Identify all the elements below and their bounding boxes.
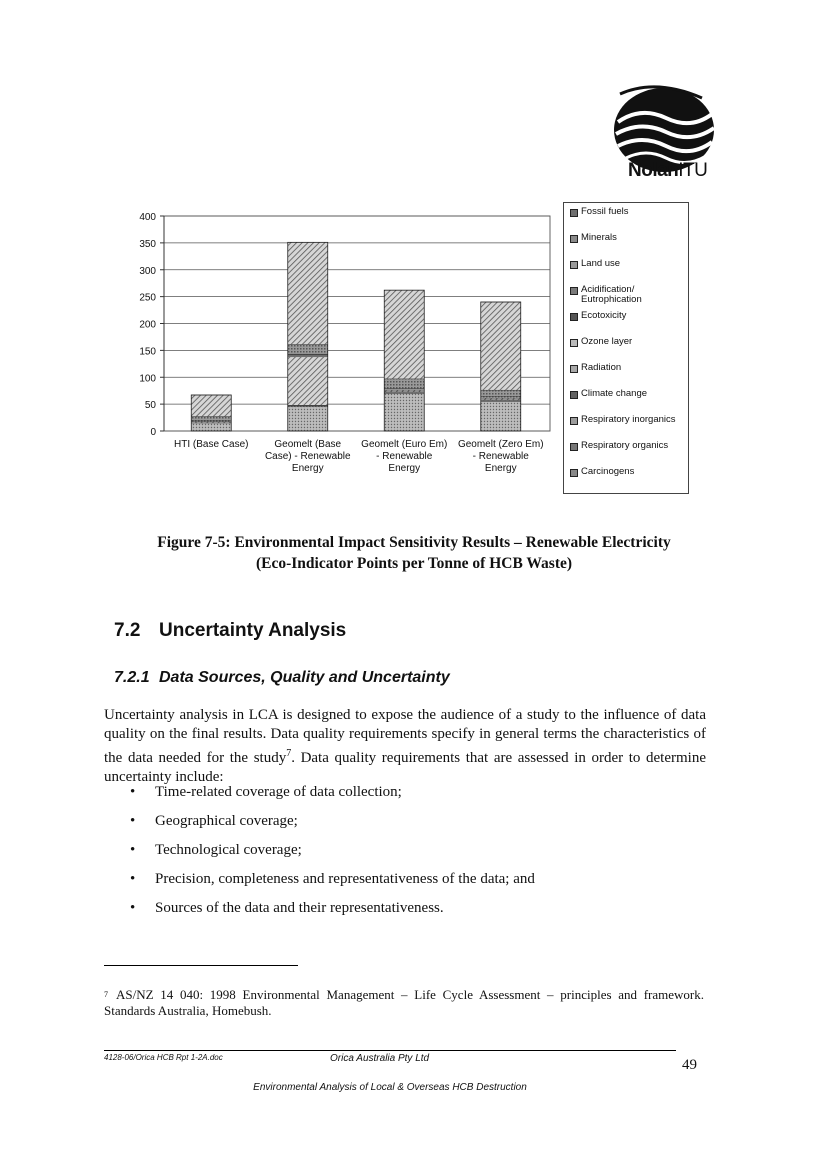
bar-segment <box>191 416 231 420</box>
legend-swatch <box>570 235 578 243</box>
legend-item <box>570 311 626 321</box>
footnote <box>104 987 704 1019</box>
footer-report-title: Environmental Analysis of Local & Overseas HCB Destruction <box>253 1082 527 1093</box>
legend-swatch <box>570 469 578 477</box>
x-tick-label: Geomelt (Euro Em) <box>361 439 448 450</box>
x-tick-label: Energy <box>388 463 421 474</box>
legend-swatch <box>570 313 578 321</box>
legend-swatch <box>570 261 578 269</box>
page-number: 49 <box>682 1057 697 1073</box>
x-tick-label: Energy <box>484 463 517 474</box>
list-item: • Sources of the data and their representativeness. <box>130 899 535 928</box>
chart-svg <box>120 198 560 498</box>
footer-company: Orica Australia Pty Ltd <box>330 1053 430 1064</box>
subsection-number: 7.2.1 <box>114 669 150 686</box>
stacked-bar-chart <box>120 198 560 498</box>
bar-segment <box>288 242 328 344</box>
bar-segment <box>481 398 521 400</box>
legend-label: Land use <box>581 258 621 269</box>
x-tick-label: - Renewable <box>472 451 529 462</box>
y-tick-label: 250 <box>139 292 156 304</box>
requirements-list <box>130 783 535 928</box>
footer-rule <box>104 1050 676 1051</box>
legend-item <box>570 207 629 217</box>
bar-segment <box>481 397 521 399</box>
legend-label: Acidification/ Eutrophication <box>581 284 642 305</box>
section-heading <box>114 620 346 642</box>
subsection-title: Data Sources, Quality and Uncertainty <box>159 669 450 686</box>
x-tick-label: - Renewable <box>376 451 433 462</box>
footnote-separator <box>104 965 298 966</box>
footnote-reference: 7 <box>286 748 292 759</box>
x-tick-label: Geomelt (Base <box>274 439 342 450</box>
y-tick-label: 300 <box>139 265 156 277</box>
legend-item <box>570 467 634 477</box>
legend-item <box>570 415 676 425</box>
legend-swatch <box>570 443 578 451</box>
legend-item <box>570 285 671 305</box>
x-tick-label: HTI (Base Case) <box>174 439 249 450</box>
legend-label: Fossil fuels <box>581 206 629 217</box>
bar-segment <box>288 407 328 431</box>
figure-caption-line-1: Figure 7-5: Environmental Impact Sensitivity Results – Renewable Electricity <box>157 534 671 551</box>
legend-item <box>570 259 620 269</box>
bar-segment <box>288 344 328 354</box>
y-tick-label: 350 <box>139 238 156 250</box>
legend-label: Respiratory organics <box>581 440 669 451</box>
bar-segment <box>288 355 328 357</box>
x-tick-label: Case) - Renewable <box>264 451 351 462</box>
bar-segment <box>384 389 424 391</box>
legend-item <box>570 337 632 347</box>
y-tick-label: 150 <box>139 346 156 358</box>
chart-legend <box>563 202 689 494</box>
legend-item <box>570 441 668 451</box>
paragraph-text-end: . Data quality requirements that are assessed in order to determine uncertainty include: <box>104 750 706 785</box>
bar-segment <box>191 395 231 417</box>
subsection-heading <box>114 669 450 687</box>
legend-label: Carcinogens <box>581 466 635 477</box>
legend-item <box>570 389 647 399</box>
legend-label: Respiratory inorganics <box>581 414 676 425</box>
legend-swatch <box>570 209 578 217</box>
bar-segment <box>288 357 328 405</box>
paragraph-text-start: Uncertainty analysis in LCA is designed to expose the audience of a study to the influence of data quality on the final results. Data quality requirements specify in general terms the characteristics of the data needed for the study <box>104 707 706 766</box>
y-tick-label: 200 <box>139 319 156 331</box>
body-paragraph <box>104 706 706 787</box>
bar-segment <box>481 302 521 390</box>
section-title: Uncertainty Analysis <box>159 620 347 641</box>
y-tick-label: 100 <box>139 373 156 385</box>
x-tick-label: Energy <box>291 463 324 474</box>
bar-segment <box>191 423 231 431</box>
list-item: • Geographical coverage; <box>130 812 535 841</box>
bar-segment <box>481 390 521 396</box>
legend-swatch <box>570 339 578 347</box>
legend-label: Radiation <box>581 362 622 373</box>
bar-segment <box>384 290 424 379</box>
list-item: • Time-related coverage of data collection; <box>130 783 535 812</box>
bar-segment <box>481 401 521 431</box>
legend-label: Ozone layer <box>581 336 633 347</box>
footnote-mark: 7 <box>104 990 108 999</box>
legend-label: Ecotoxicity <box>581 310 627 321</box>
y-tick-label: 0 <box>150 427 156 438</box>
figure-caption <box>0 532 828 574</box>
footnote-text: AS/NZ 14 040: 1998 Environmental Management – Life Cycle Assessment – principles and framework. Standards Australia, Homebush. <box>104 987 704 1018</box>
bar-segment <box>384 390 424 392</box>
list-item: • Technological coverage; <box>130 841 535 870</box>
legend-swatch <box>570 287 578 295</box>
list-item: • Precision, completeness and representativeness of the data; and <box>130 870 535 899</box>
logo-suffix: ITU <box>678 160 708 181</box>
legend-swatch <box>570 365 578 373</box>
section-number: 7.2 <box>114 620 141 641</box>
logo-wordmark <box>628 160 707 182</box>
bar-segment <box>384 379 424 389</box>
legend-item <box>570 363 621 373</box>
bar-segment <box>384 393 424 431</box>
legend-swatch <box>570 391 578 399</box>
legend-label: Minerals <box>581 232 617 243</box>
figure-caption-line-2: (Eco-Indicator Points per Tonne of HCB Waste) <box>255 555 573 572</box>
x-tick-label: Geomelt (Zero Em) <box>457 439 544 450</box>
y-tick-label: 400 <box>139 212 156 223</box>
legend-label: Climate change <box>581 388 648 399</box>
logo-name: Nolan <box>628 160 679 181</box>
legend-swatch <box>570 417 578 425</box>
footer-doc-ref: 4128-06/Orica HCB Rpt 1-2A.doc <box>104 1053 223 1062</box>
legend-item <box>570 233 617 243</box>
y-tick-label: 50 <box>144 400 156 412</box>
